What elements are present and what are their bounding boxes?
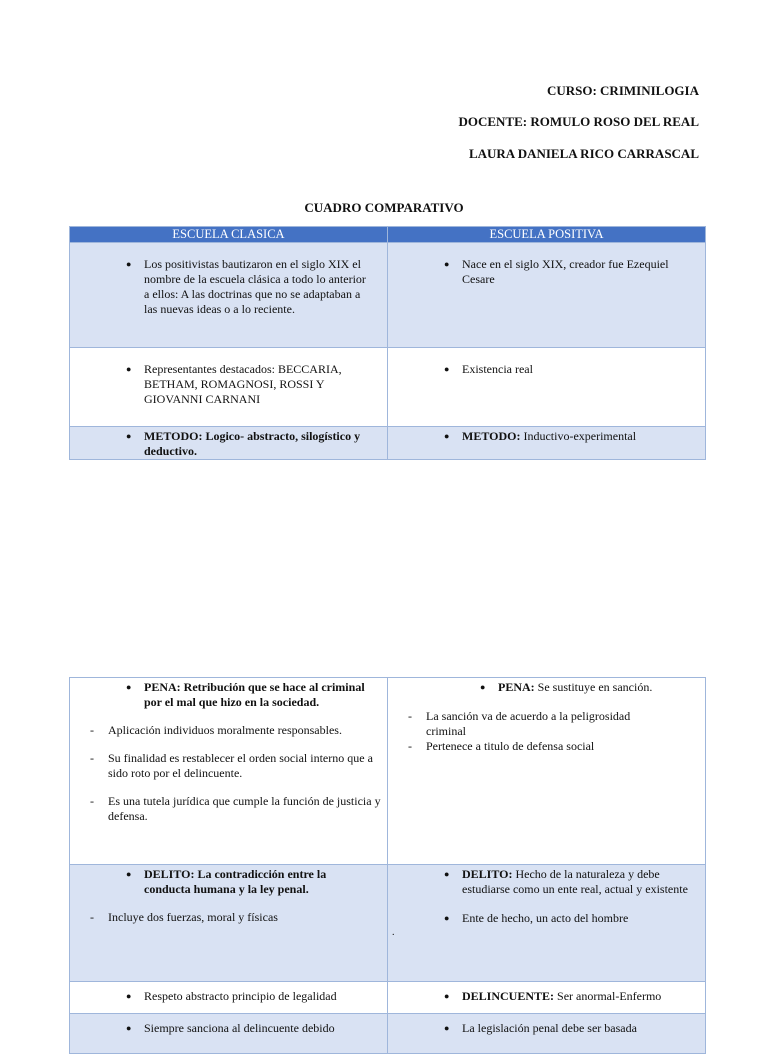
cell-text: METODO: Logico- abstracto, silogístico y deductivo.: [144, 429, 361, 458]
table-cell: [388, 982, 706, 1014]
table-cell: [70, 427, 388, 460]
table-cell: [388, 1014, 706, 1054]
cell-text: Incluye dos fuerzas, moral y físicas: [108, 910, 278, 924]
cell-label: DELITO:: [462, 867, 513, 881]
course-line: CURSO: CRIMINILOGIA: [546, 83, 699, 98]
cell-text: Representantes destacados: BECCARIA, BETHAM, ROMAGNOSI, ROSSI Y GIOVANNI CARNANI: [144, 362, 342, 406]
table-cell: [70, 1014, 388, 1054]
table-cell: [388, 865, 706, 982]
cell-text: Inductivo-experimental: [520, 429, 637, 443]
cell-text: Su finalidad es restablecer el orden social interno que a sido roto por el delincuente.: [108, 751, 373, 780]
teacher-line: DOCENTE: ROMULO ROSO DEL REAL: [458, 114, 699, 129]
table-cell: ● PENA: Se sustituye en sanción. - La sanción va de acuerdo a la peligrosidad criminal - Pertenece a titulo de defensa social: [388, 678, 706, 865]
bullet-icon: ●: [126, 259, 132, 269]
bullet-icon: ●: [126, 991, 132, 1001]
cell-text: Pertenece a titulo de defensa social: [426, 739, 595, 753]
comparison-table-bottom: [69, 677, 706, 1054]
cell-text: Aplicación individuos moralmente responsables.: [108, 723, 342, 737]
table-cell: [70, 348, 388, 427]
cell-text: Se sustituye en sanción.: [534, 680, 653, 694]
bullet-icon: ●: [126, 682, 132, 692]
comparison-table-top: [69, 226, 706, 460]
bullet-icon: ●: [444, 259, 450, 269]
cell-text: La sanción va de acuerdo a la peligrosidad criminal: [426, 709, 631, 738]
bullet-icon: ●: [444, 364, 450, 374]
bullet-icon: ●: [444, 991, 450, 1001]
cell-text: DELITO: La contradicción entre la conducta humana y la ley penal.: [144, 867, 327, 896]
table-cell: [388, 348, 706, 427]
author-line: LAURA DANIELA RICO CARRASCAL: [468, 146, 699, 161]
cell-text: PENA: Retribución que se hace al criminal por el mal que hizo en la sociedad.: [144, 680, 365, 709]
table-cell: [388, 243, 706, 348]
bullet-icon: ●: [444, 1023, 450, 1033]
bullet-icon: ●: [480, 682, 486, 692]
column-header-classic: ESCUELA CLASICA: [70, 227, 388, 243]
cell-text: Respeto abstracto principio de legalidad: [144, 989, 337, 1003]
bullet-icon: ●: [444, 431, 450, 441]
bullet-icon: ●: [444, 913, 450, 923]
bullet-icon: ●: [126, 431, 132, 441]
bullet-icon: ●: [126, 1023, 132, 1033]
cell-text: Siempre sanciona al delincuente debido: [144, 1021, 335, 1035]
cell-text: Ser anormal-Enfermo: [554, 989, 662, 1003]
table-cell: [388, 427, 706, 460]
bullet-icon: ●: [126, 869, 132, 879]
cell-text: Hecho de la naturaleza y debe estudiarse como un ente real, actual y existente: [462, 867, 688, 896]
cell-label: DELINCUENTE:: [462, 989, 555, 1003]
cell-label: PENA:: [498, 680, 535, 694]
cell-text: Existencia real: [462, 362, 533, 376]
cell-label: METODO:: [462, 429, 521, 443]
cell-text: Es una tutela jurídica que cumple la función de justicia y defensa.: [108, 794, 381, 823]
table-cell: [70, 243, 388, 348]
table-cell: ● PENA: Retribución que se hace al criminal por el mal que hizo en la sociedad. - Aplicación individuos moralmente responsables. - Su finalidad es restablecer el orden social interno que a sido roto por el delincuente. - Es una tutela jurídica que cumple la función de justicia y defensa.: [70, 678, 388, 865]
table-cell: [70, 982, 388, 1014]
document-title: CUADRO COMPARATIVO: [304, 200, 464, 215]
column-header-positive: ESCUELA POSITIVA: [388, 227, 706, 243]
cell-text: Nace en el siglo XIX, creador fue Ezequiel Cesare: [462, 257, 669, 286]
cell-text: Ente de hecho, un acto del hombre: [462, 911, 629, 925]
cell-text: La legislación penal debe ser basada: [462, 1021, 637, 1035]
bullet-icon: ●: [444, 869, 450, 879]
cell-text: Los positivistas bautizaron en el siglo XIX el nombre de la escuela clásica a todo lo anterior a ellos: A las doctrinas que no se adaptaban a las nuevas ideas o a lo reciente.: [144, 257, 366, 316]
bullet-icon: ●: [126, 364, 132, 374]
table-cell: ● DELITO: La contradicción entre la conducta humana y la ley penal. - Incluye dos fuerzas, moral y físicas: [70, 865, 388, 982]
stray-mark: .: [392, 927, 395, 938]
